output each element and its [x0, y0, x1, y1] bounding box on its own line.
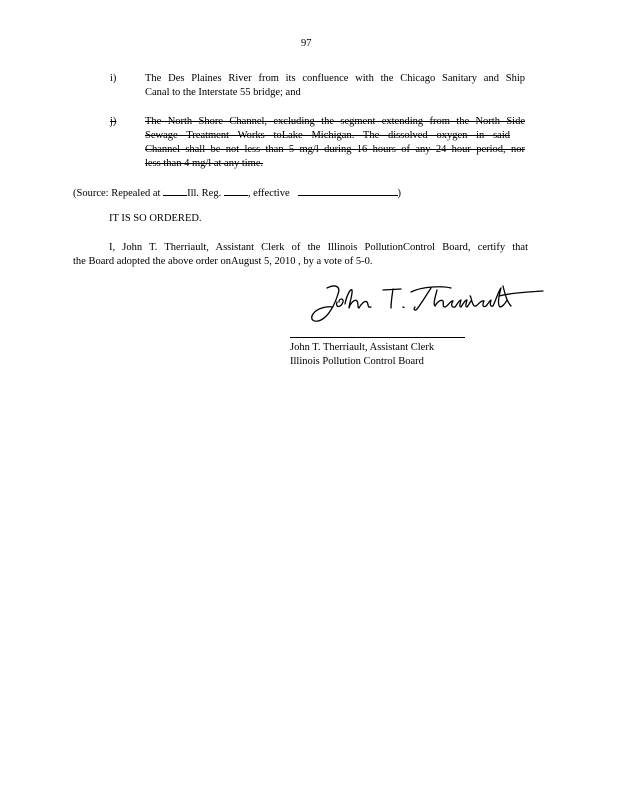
effective-date-blank	[298, 185, 398, 196]
certification-line-2: the Board adopted the above order onAugust 5, 2010 , by a vote of 5-0.	[73, 256, 373, 267]
item-j-line-3: Channel shall be not less than 5 mg/l during 16 hours of any 24 hour period, nor	[145, 144, 525, 155]
item-j-line-4: less than 4 mg/l at any time.	[145, 158, 264, 169]
source-ill-reg: Ill. Reg.	[187, 188, 222, 199]
item-j-line-1: The North Shore Channel, excluding the segment extending from the North Side	[145, 116, 525, 127]
page-blank	[224, 185, 248, 196]
handwritten-signature	[305, 280, 545, 328]
item-i-label: i)	[110, 73, 117, 84]
item-i-line-1: The Des Plaines River from its confluence with the Chicago Sanitary and Ship	[145, 73, 525, 84]
signatory-board: Illinois Pollution Control Board	[290, 356, 424, 367]
source-prefix: (Source: Repealed at	[73, 188, 161, 199]
certification-line-1: I, John T. Therriault, Assistant Clerk of the Illinois PollutionControl Board, certify that	[109, 242, 528, 253]
source-note	[73, 185, 401, 200]
source-close: )	[397, 188, 401, 199]
item-i-line-2: Canal to the Interstate 55 bridge; and	[145, 87, 301, 98]
order-statement: IT IS SO ORDERED.	[109, 213, 202, 224]
signature-line	[290, 337, 465, 338]
signatory-name-title: John T. Therriault, Assistant Clerk	[290, 342, 435, 353]
page-number: 97	[301, 38, 312, 49]
item-j-label: j)	[110, 116, 117, 127]
source-effective: , effective	[247, 188, 290, 199]
item-j-line-2: Sewage Treatment Works toLake Michigan. The dissolved oxygen in said	[145, 130, 510, 141]
volume-blank	[163, 185, 187, 196]
